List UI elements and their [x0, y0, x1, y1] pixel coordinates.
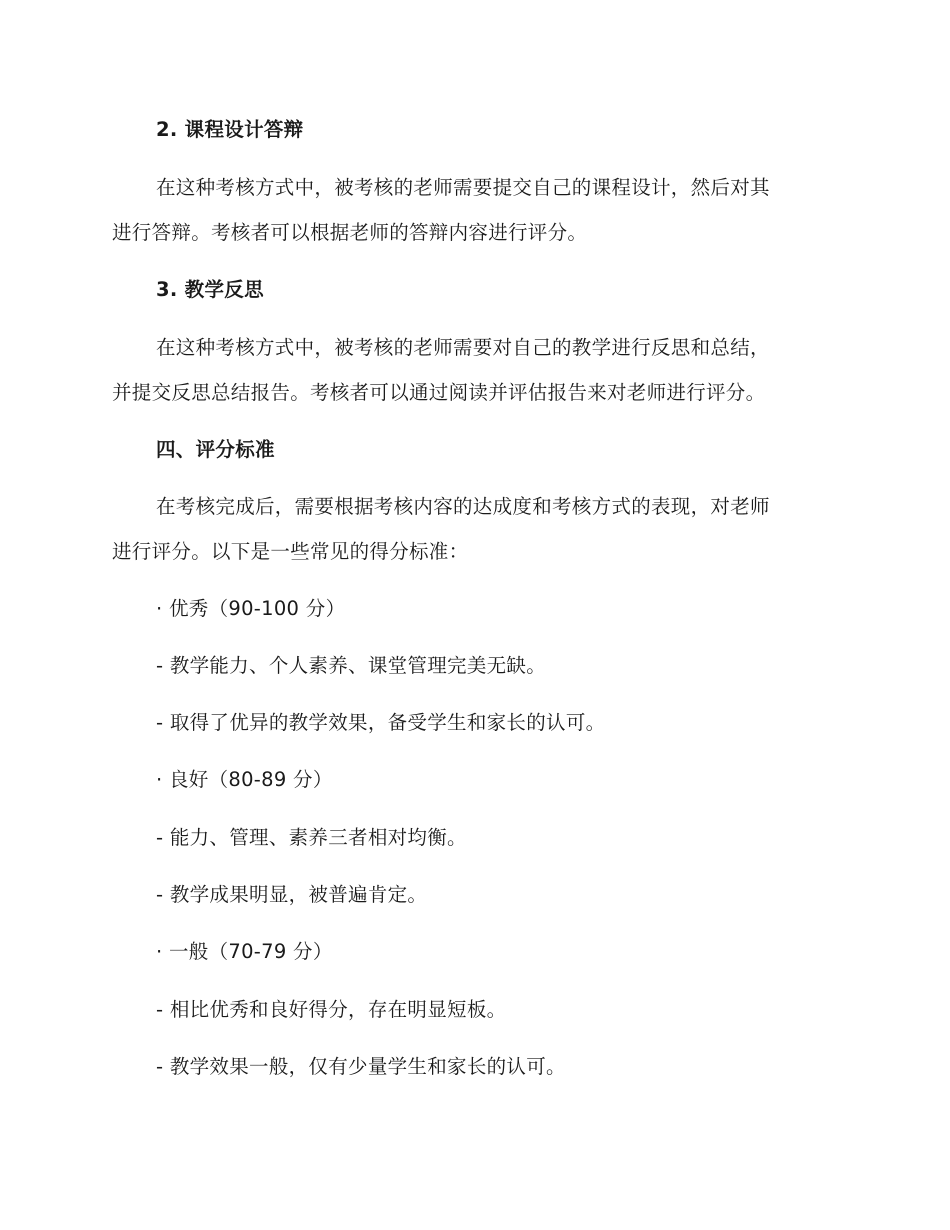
paragraph-line: 在这种考核方式中，被考核的老师需要对自己的教学进行反思和总结，: [156, 336, 770, 359]
grade-item: - 教学效果一般，仅有少量学生和家长的认可。: [156, 1055, 566, 1078]
grade-item: - 能力、管理、素养三者相对均衡。: [156, 826, 467, 849]
grade-label-average: · 一般（70-79 分）: [156, 940, 333, 963]
grade-label-excellent: · 优秀（90-100 分）: [156, 597, 346, 620]
paragraph-line: 并提交反思总结报告。考核者可以通过阅读并评估报告来对老师进行评分。: [112, 381, 766, 404]
paragraph-line: 在这种考核方式中，被考核的老师需要提交自己的课程设计，然后对其: [156, 176, 770, 199]
grade-item: - 教学能力、个人素养、课堂管理完美无缺。: [156, 654, 547, 677]
paragraph-line: 在考核完成后，需要根据考核内容的达成度和考核方式的表现，对老师: [156, 495, 770, 518]
section-heading-course-design-defense: 2. 课程设计答辩: [156, 118, 304, 141]
section-heading-teaching-reflection: 3. 教学反思: [156, 278, 264, 301]
grade-label-good: · 良好（80-89 分）: [156, 768, 333, 791]
section-heading-scoring-criteria: 四、评分标准: [156, 438, 275, 461]
grade-item: - 相比优秀和良好得分，存在明显短板。: [156, 998, 507, 1021]
paragraph-line: 进行答辩。考核者可以根据老师的答辩内容进行评分。: [112, 221, 588, 244]
grade-item: - 教学成果明显，被普遍肯定。: [156, 883, 428, 906]
paragraph-line: 进行评分。以下是一些常见的得分标准：: [112, 540, 469, 563]
grade-item: - 取得了优异的教学效果，备受学生和家长的认可。: [156, 711, 606, 734]
